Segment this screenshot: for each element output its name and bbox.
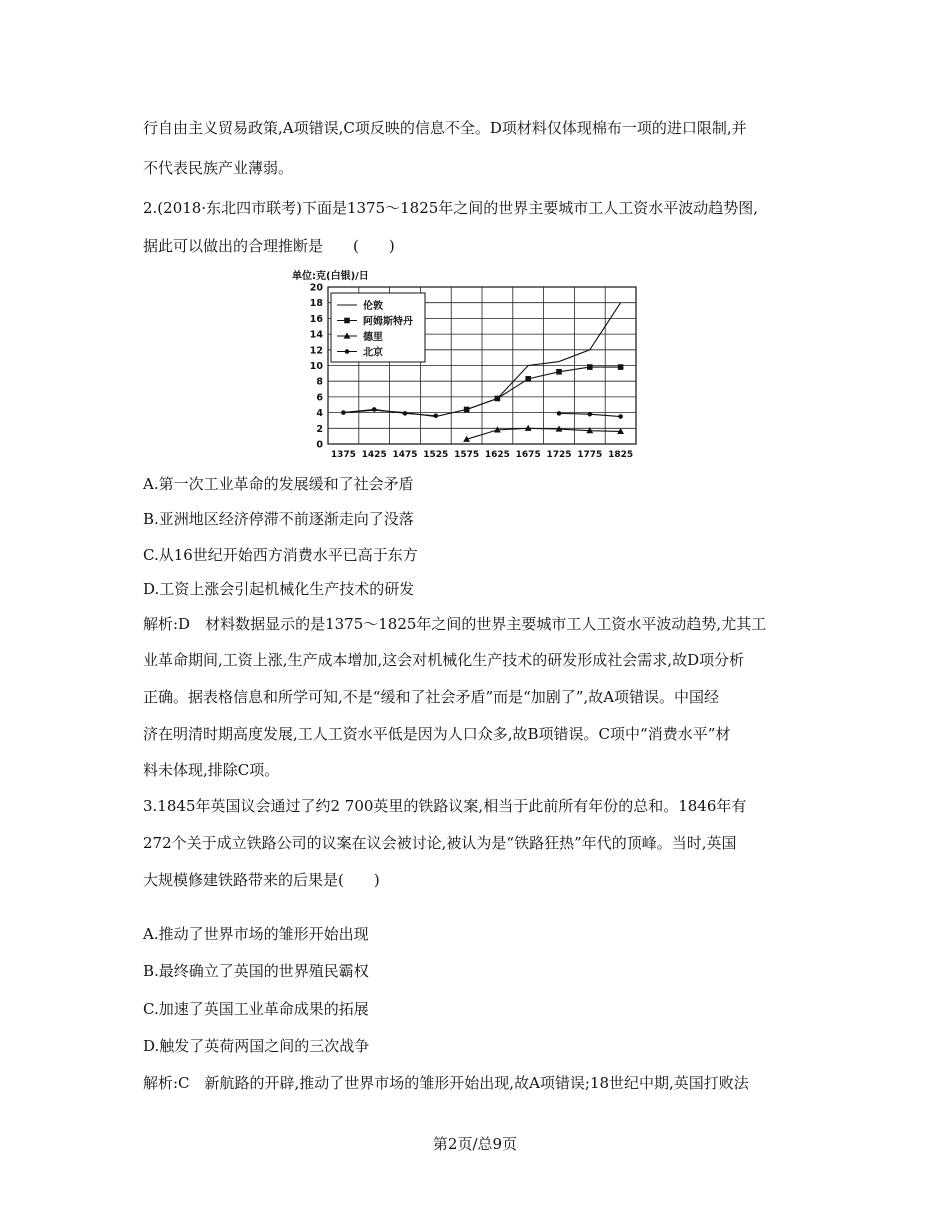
x-tick-label: 1475: [392, 450, 418, 460]
question-2-option-a: A.第一次工业革命的发展缓和了社会矛盾: [143, 475, 414, 493]
x-tick-label: 1825: [608, 450, 634, 460]
x-tick-label: 1775: [577, 450, 603, 460]
question-2-option-d: D.工资上涨会引起机械化生产技术的研发: [143, 580, 415, 598]
question-2-stem: 2.(2018·东北四市联考)下面是1375～1825年之间的世界主要城市工人工资水平波动趋势图,: [143, 199, 759, 217]
x-tick-label: 1675: [515, 450, 541, 460]
page-footer: 第2页/总9页: [432, 1135, 518, 1153]
question-3-option-a: A.推动了世界市场的雏形开始出现: [143, 925, 369, 943]
x-tick-label: 1375: [330, 450, 356, 460]
question-2-analysis: 济在明清时期高度发展,工人工资水平低是因为人口众多,故B项错误。C项中“消费水平”材: [143, 725, 731, 743]
question-2-stem: 据此可以做出的合理推断是 ( ): [143, 237, 395, 255]
y-tick-label: 20: [309, 282, 323, 294]
question-2-option-c: C.从16世纪开始西方消费水平已高于东方: [143, 546, 418, 564]
y-tick-label: 16: [309, 313, 323, 325]
y-tick-label: 0: [316, 439, 323, 451]
x-tick-label: 1525: [423, 450, 449, 460]
question-3-stem: 3.1845年英国议会通过了约2 700英里的铁路议案,相当于此前所有年份的总和。1846年有: [143, 797, 747, 815]
x-tick-label: 1725: [546, 450, 572, 460]
series-point-3: [525, 425, 532, 431]
series-point-4: [557, 411, 562, 416]
question-3-option-b: B.最终确立了英国的世界殖民霸权: [143, 962, 369, 980]
series-point-4: [372, 407, 377, 412]
series-point-4: [588, 412, 593, 417]
series-point-2: [587, 364, 593, 370]
series-point-2: [618, 364, 624, 370]
question-3-option-d: D.触发了英荷两国之间的三次战争: [143, 1037, 370, 1055]
question-2-analysis: 正确。据表格信息和所学可知,不是“缓和了社会矛盾”而是“加剧了”,故A项错误。中国经: [143, 688, 720, 706]
y-tick-label: 8: [316, 376, 323, 388]
series-point-4: [341, 410, 346, 415]
x-tick-label: 1625: [484, 450, 510, 460]
series-point-2: [495, 396, 501, 402]
answer-text-continued: 行自由主义贸易政策,A项错误,C项反映的信息不全。D项材料仅体现棉布一项的进口限制,并: [143, 119, 747, 137]
question-3-option-c: C.加速了英国工业革命成果的拓展: [143, 1000, 369, 1018]
y-tick-label: 2: [316, 423, 323, 435]
question-2-analysis: 料未体现,排除C项。: [143, 761, 280, 779]
x-tick-label: 1425: [361, 450, 387, 460]
question-3-stem: 272个关于成立铁路公司的议案在议会被讨论,被认为是“铁路狂热”年代的顶峰。当时,英国: [143, 834, 737, 852]
answer-text-continued: 不代表民族产业薄弱。: [143, 159, 294, 177]
series-point-4: [403, 411, 408, 416]
series-point-2: [464, 407, 470, 413]
question-2-analysis: 业革命期间,工资上涨,生产成本增加,这会对机械化生产技术的研发形成社会需求,故D项分析: [143, 651, 745, 669]
legend-label-4: 北京: [363, 347, 383, 359]
series-point-4: [434, 413, 439, 418]
legend-label-2: 阿姆斯特丹: [363, 316, 413, 328]
series-point-2: [556, 369, 562, 375]
y-tick-label: 18: [309, 298, 323, 310]
y-tick-label: 6: [316, 392, 323, 404]
question-2-option-b: B.亚洲地区经济停滞不前逐渐走向了没落: [143, 510, 414, 528]
y-tick-label: 4: [316, 408, 323, 420]
legend-marker-4: [345, 349, 350, 354]
question-2-analysis: 解析:D 材料数据显示的是1375～1825年之间的世界主要城市工人工资水平波动趋势,尤其工: [143, 615, 767, 633]
chart-unit-label: 单位:克(白银)/日: [292, 271, 369, 282]
legend-label-1: 伦敦: [363, 301, 383, 312]
question-3-analysis: 解析:C 新航路的开辟,推动了世界市场的雏形开始出现,故A项错误;18世纪中期,英国打败法: [143, 1074, 749, 1092]
legend-label-3: 德里: [363, 332, 383, 343]
wage-trend-chart: [290, 266, 650, 466]
legend-marker-2: [344, 318, 350, 324]
x-tick-label: 1575: [454, 450, 480, 460]
y-tick-label: 12: [309, 345, 323, 357]
y-tick-label: 14: [309, 329, 323, 341]
question-3-stem: 大规模修建铁路带来的后果是( ): [143, 871, 380, 889]
y-tick-label: 10: [309, 361, 323, 372]
series-point-4: [618, 414, 623, 419]
series-point-2: [525, 376, 531, 382]
